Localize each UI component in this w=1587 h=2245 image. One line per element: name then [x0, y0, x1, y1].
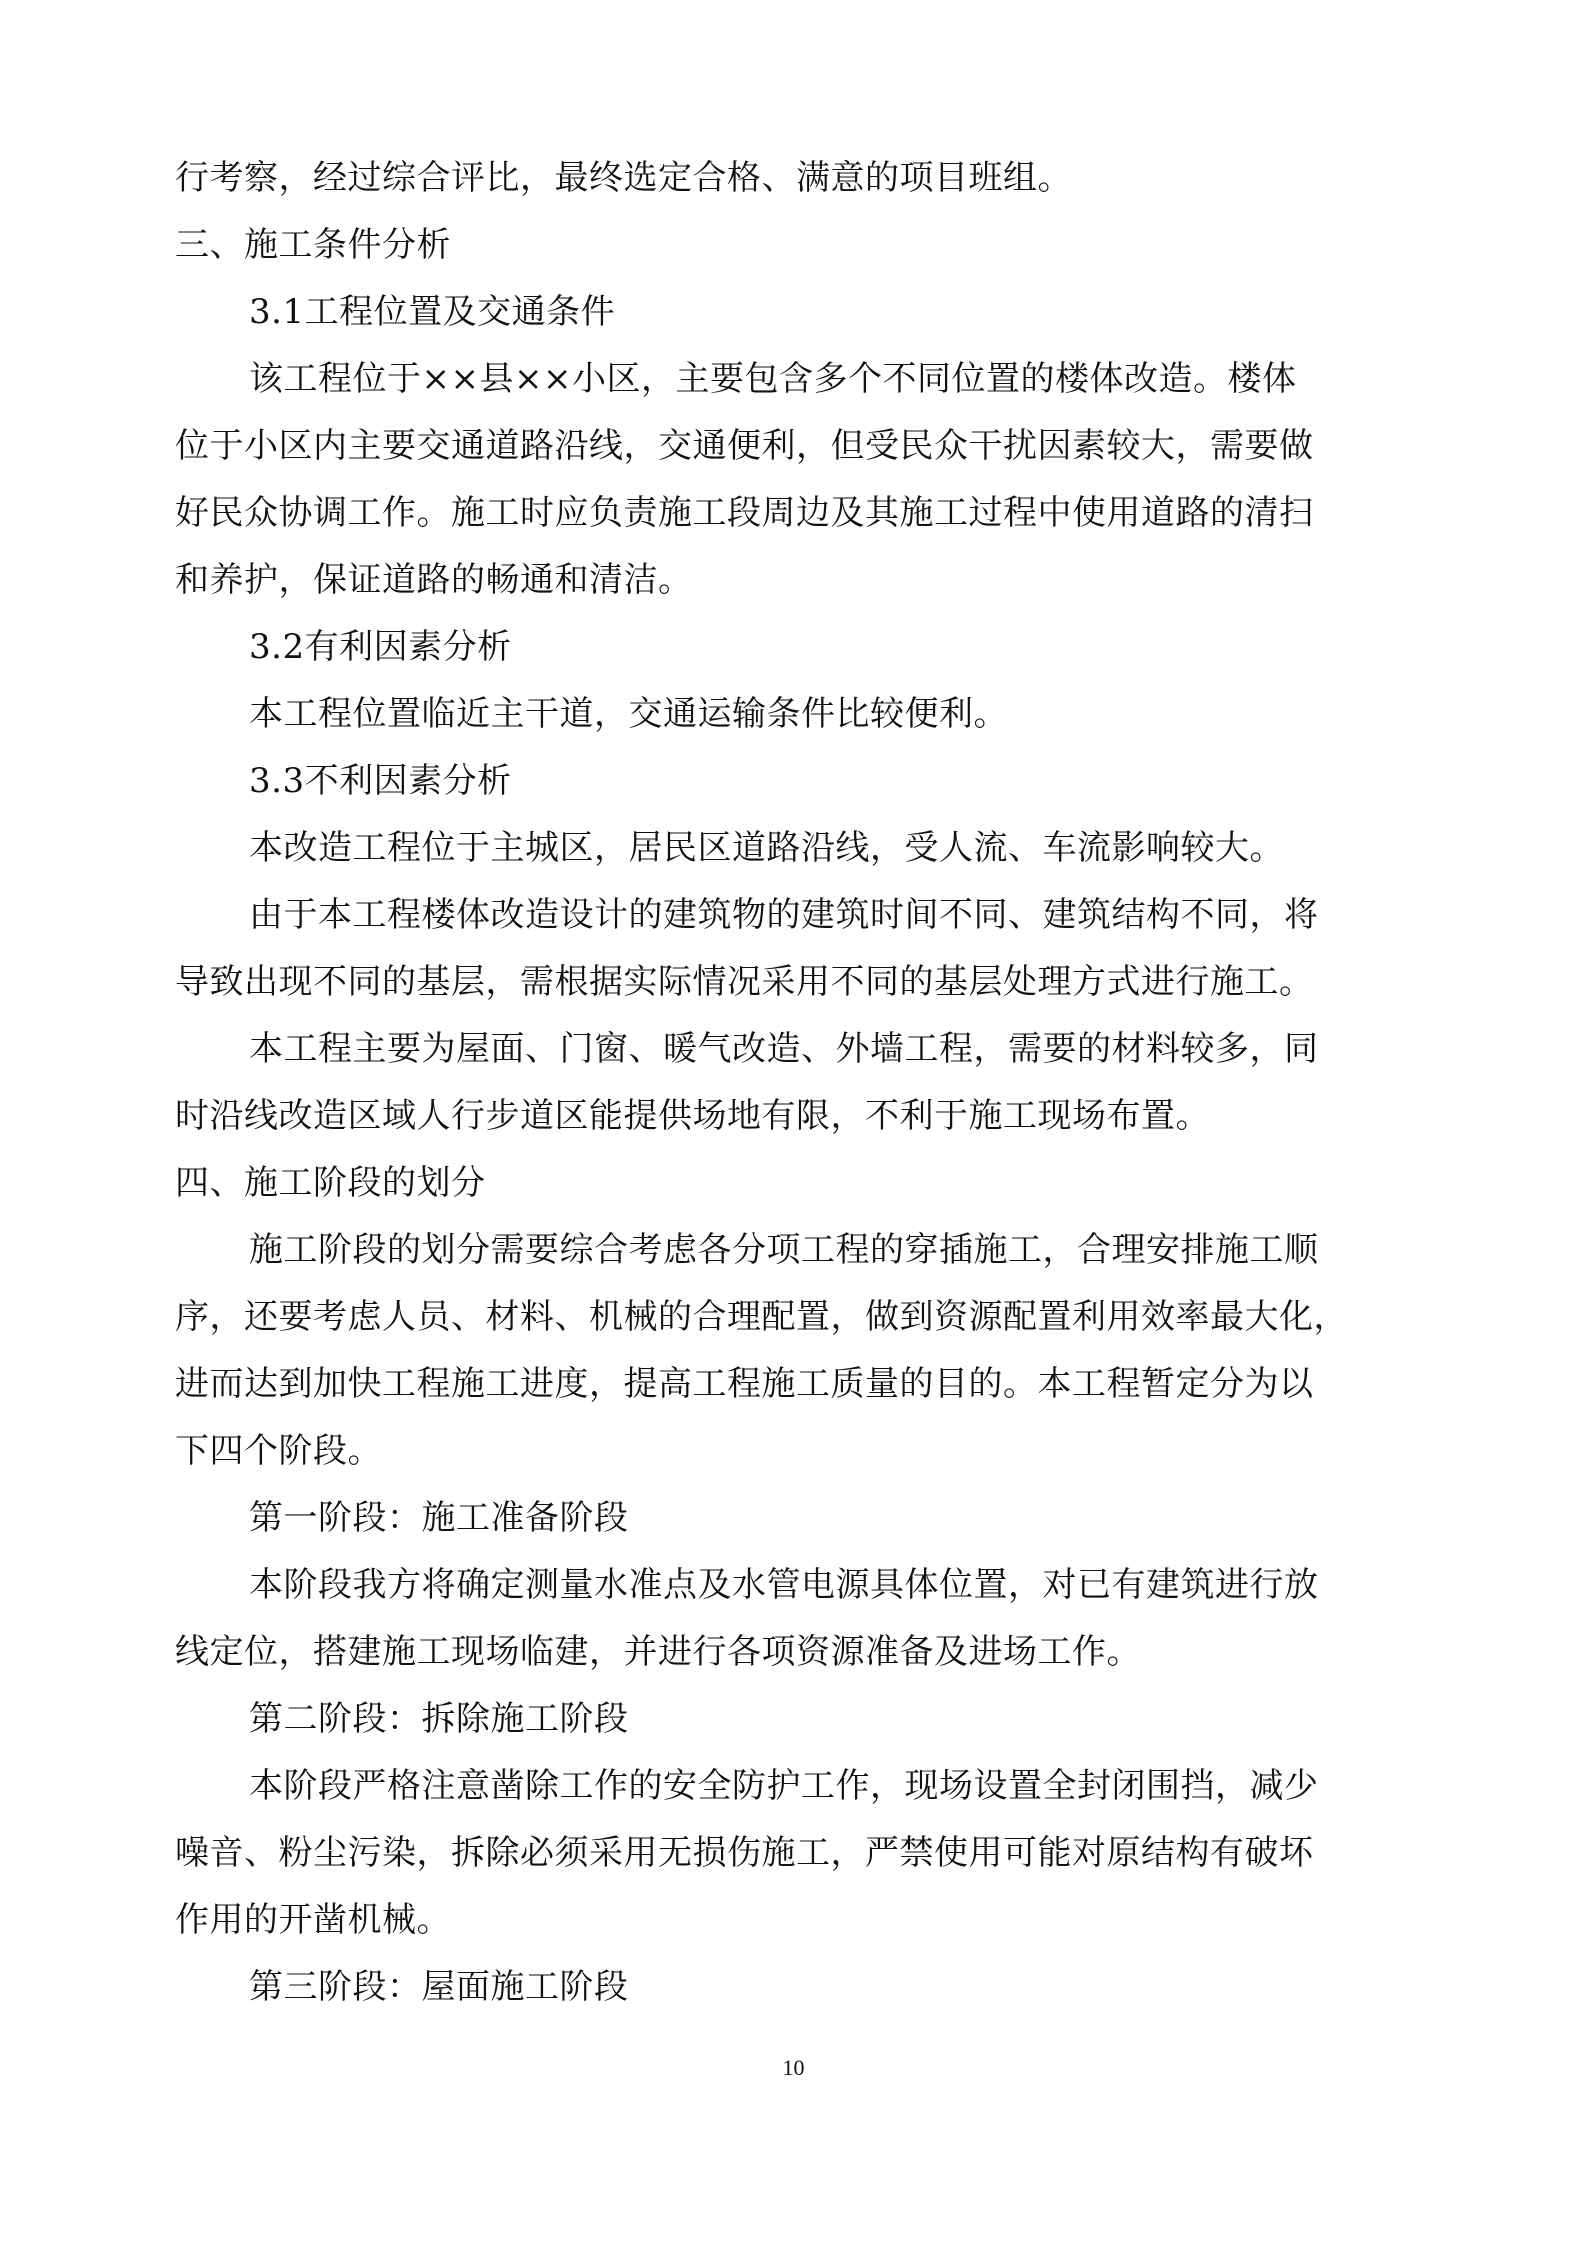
stage-title: 第二阶段：拆除施工阶段 [249, 1699, 629, 1739]
body-line: 序，还要考虑人员、材料、机械的合理配置，做到资源配置利用效率最大化， [175, 1297, 1348, 1337]
body-line: 好民众协调工作。施工时应负责施工段周边及其施工过程中使用道路的清扫 [175, 493, 1314, 533]
body-line: 该工程位于××县××小区，主要包含多个不同位置的楼体改造。楼体 [249, 359, 1297, 399]
section-heading: 三、施工条件分析 [175, 225, 451, 265]
page-number: 10 [782, 2055, 805, 2080]
document-body [175, 145, 1415, 2021]
body-line: 本工程主要为屋面、门窗、暖气改造、外墙工程，需要的材料较多，同 [249, 1029, 1319, 1069]
stage-title: 第三阶段：屋面施工阶段 [249, 1967, 629, 2007]
body-line: 线定位，搭建施工现场临建，并进行各项资源准备及进场工作。 [175, 1632, 1141, 1672]
body-line: 施工阶段的划分需要综合考虑各分项工程的穿插施工，合理安排施工顺 [249, 1230, 1319, 1270]
body-line: 下四个阶段。 [175, 1431, 382, 1471]
body-line: 由于本工程楼体改造设计的建筑物的建筑时间不同、建筑结构不同，将 [249, 895, 1319, 935]
body-line: 导致出现不同的基层，需根据实际情况采用不同的基层处理方式进行施工。 [175, 962, 1314, 1002]
body-line: 位于小区内主要交通道路沿线，交通便利，但受民众干扰因素较大，需要做 [175, 426, 1314, 466]
subsection-heading: 3.2有利因素分析 [249, 627, 512, 667]
body-line: 本工程位置临近主干道，交通运输条件比较便利。 [249, 694, 1008, 734]
body-line: 本阶段我方将确定测量水准点及水管电源具体位置，对已有建筑进行放 [249, 1565, 1319, 1605]
subsection-heading: 3.3不利因素分析 [249, 761, 512, 801]
body-line: 本阶段严格注意凿除工作的安全防护工作，现场设置全封闭围挡，减少 [249, 1766, 1319, 1806]
body-line: 作用的开凿机械。 [175, 1900, 451, 1940]
body-line: 和养护，保证道路的畅通和清洁。 [175, 560, 693, 600]
body-line: 进而达到加快工程施工进度，提高工程施工质量的目的。本工程暂定分为以 [175, 1364, 1314, 1404]
body-line: 时沿线改造区域人行步道区能提供场地有限，不利于施工现场布置。 [175, 1096, 1210, 1136]
body-line: 噪音、粉尘污染，拆除必须采用无损伤施工，严禁使用可能对原结构有破坏 [175, 1833, 1314, 1873]
body-line: 本改造工程位于主城区，居民区道路沿线，受人流、车流影响较大。 [249, 828, 1284, 868]
stage-title: 第一阶段：施工准备阶段 [249, 1498, 629, 1538]
subsection-heading: 3.1工程位置及交通条件 [249, 292, 616, 332]
body-line: 行考察，经过综合评比，最终选定合格、满意的项目班组。 [175, 158, 1072, 198]
section-heading: 四、施工阶段的划分 [175, 1163, 486, 1203]
